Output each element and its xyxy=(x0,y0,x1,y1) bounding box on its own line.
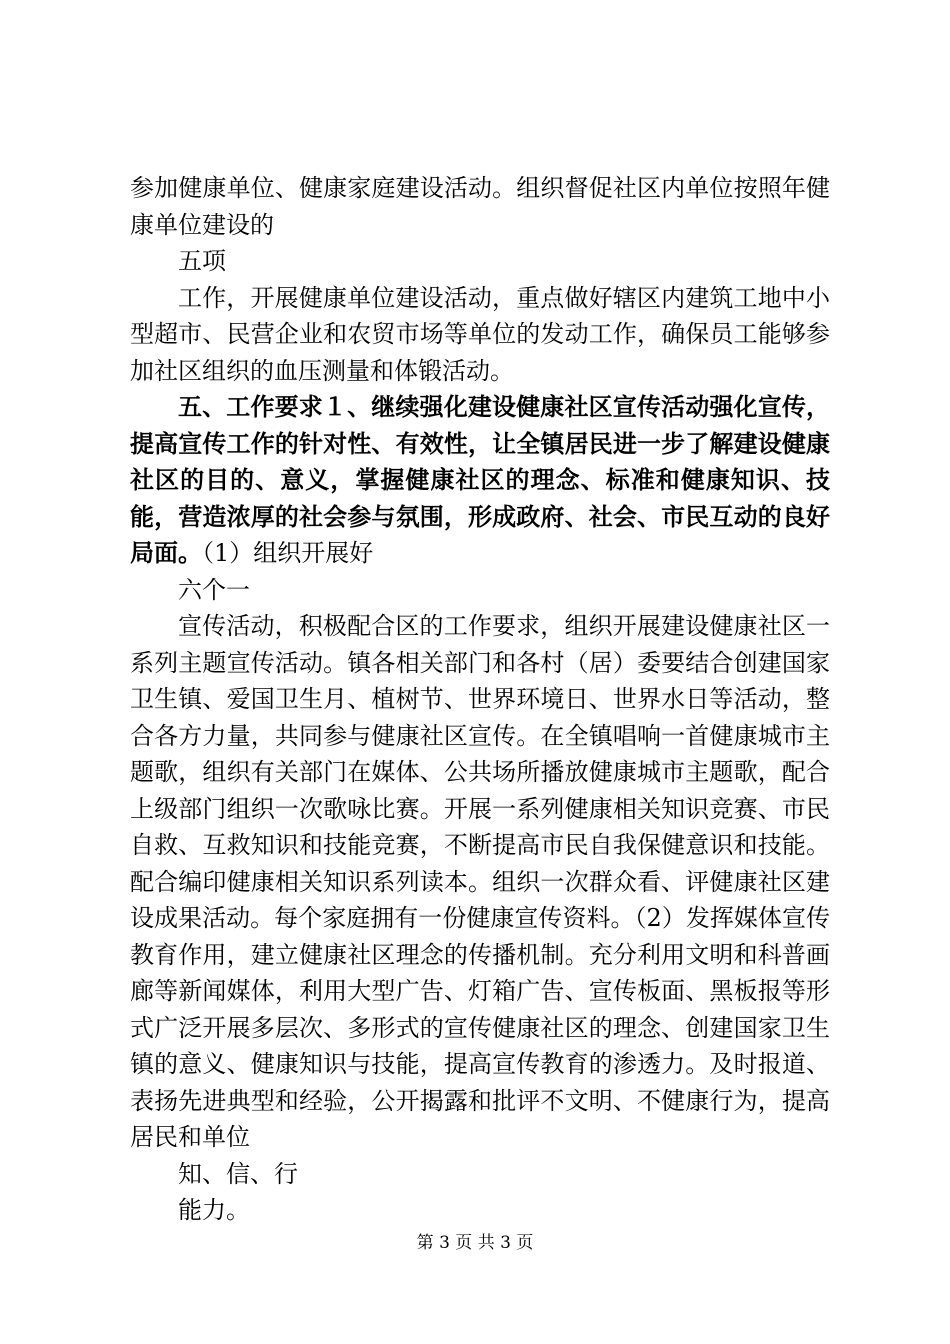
paragraph-1: 参加健康单位、健康家庭建设活动。组织督促社区内单位按照年健康单位建设的 xyxy=(130,174,830,239)
paragraph-4-tail: （1）组织开展好 xyxy=(202,539,374,567)
paragraph-4 xyxy=(130,389,830,572)
paragraph-7: 知、信、行 xyxy=(178,1159,298,1188)
paragraph-5: 六个一 xyxy=(178,575,250,604)
paragraph-6: 宣传活动，积极配合区的工作要求，组织开展建设健康社区一系列主题宣传活动。镇各相关部门和各村（居）委要结合创建国家卫生镇、爱国卫生月、植树节、世界环境日、世界水日等活动，整合各方力量，共同参与健康社区宣传。在全镇唱响一首健康城市主题歌，组织有关部门在媒体、公共场所播放健康城市主题歌，配合上级部门组织一次歌咏比赛。开展一系列健康相关知识竞赛、市民自救、互救知识和技能竞赛，不断提高市民自我保健意识和技能。配合编印健康相关知识系列读本。组织一次群众看、评健康社区建设成果活动。每个家庭拥有一份健康宣传资料。（2）发挥媒体宣传教育作用，建立健康社区理念的传播机制。充分利用文明和科普画廊等新闻媒体，利用大型广告、灯箱广告、宣传板面、黑板报等形式广泛开展多层次、多形式的宣传健康社区的理念、创建国家卫生镇的意义、健康知识与技能，提高宣传教育的渗透力。及时报道、表扬先进典型和经验，公开揭露和批评不文明、不健康行为，提高居民和单位 xyxy=(130,612,830,1151)
paragraph-8: 能力。 xyxy=(178,1196,250,1224)
page-number-label: 第 3 页 共 3 页 xyxy=(416,1233,534,1253)
document-body xyxy=(130,170,830,1229)
page-footer xyxy=(0,1232,950,1254)
paragraph-2: 五项 xyxy=(178,247,226,275)
section-heading-text: 五、工作要求１、继续强化建设健康社区宣传活动强化宣传，提高宣传工作的针对性、有效性，让全镇居民进一步了解建设健康社区的目的、意义，掌握健康社区的理念、标准和健康知识、技能，营造浓厚的社会参与氛围，形成政府、社会、市民互动的良好局面。 xyxy=(130,393,830,567)
paragraph-3: 工作，开展健康单位建设活动，重点做好辖区内建筑工地中小型超市、民营企业和农贸市场等单位的发动工作，确保员工能够参加社区组织的血压测量和体锻活动。 xyxy=(130,283,830,385)
